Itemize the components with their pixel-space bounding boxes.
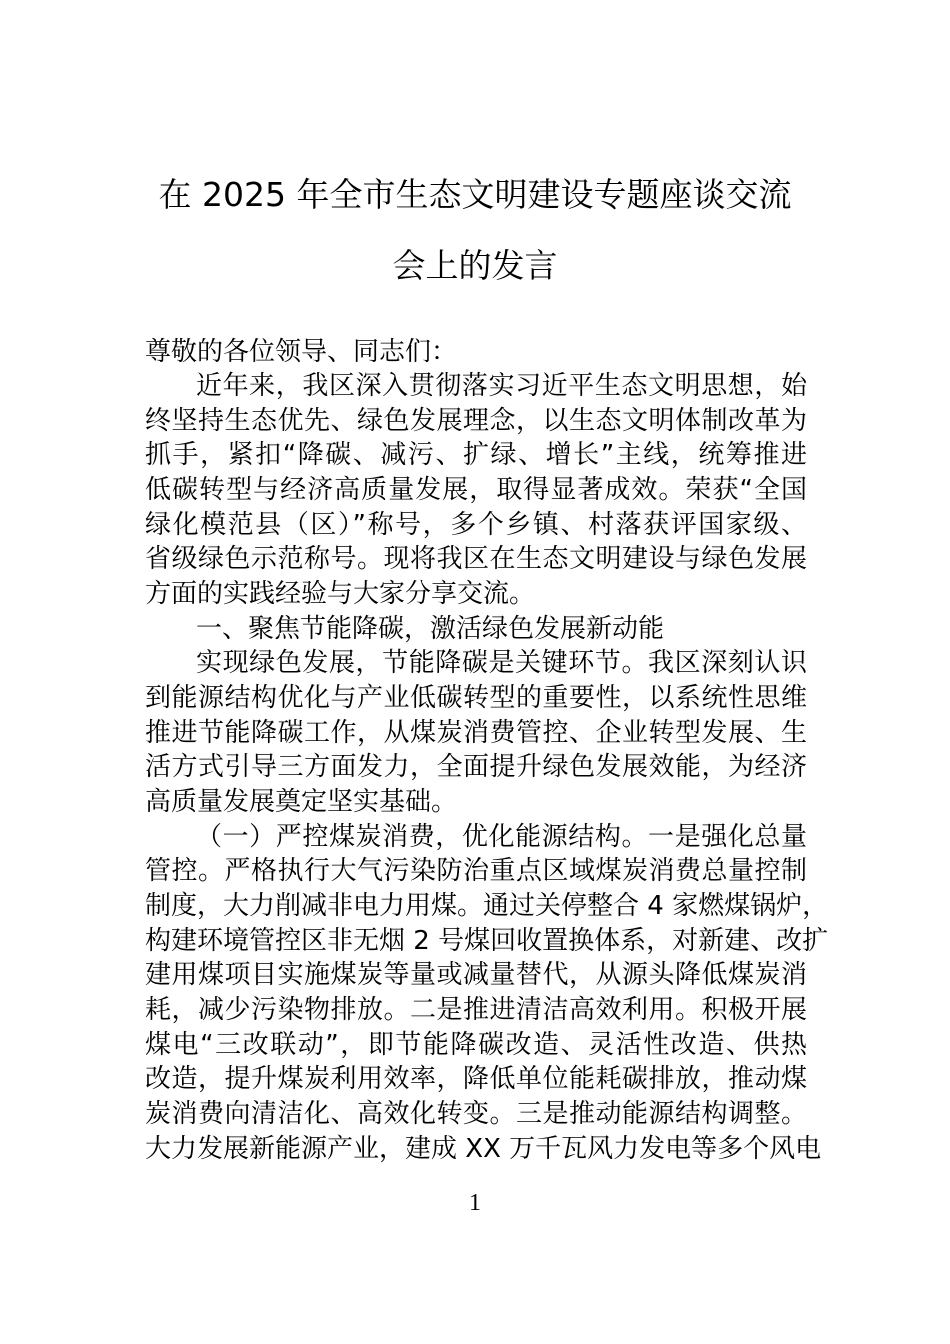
salutation: 尊敬的各位领导、同志们： bbox=[145, 337, 458, 367]
paragraph-line: 耗，减少污染物排放。二是推进清洁高效利用。积极开展 bbox=[145, 995, 807, 1025]
document-title-line-1: 在 2025 年全市生态文明建设专题座谈交流 bbox=[158, 175, 792, 214]
paragraph-line: 改造，提升煤炭利用效率，降低单位能耗碳排放，推动煤 bbox=[145, 1064, 807, 1094]
paragraph-line: 低碳转型与经济高质量发展，取得显著成效。荣获“全国 bbox=[145, 475, 807, 505]
page-number: 1 bbox=[469, 1190, 481, 1216]
document-title-line-2: 会上的发言 bbox=[392, 246, 558, 285]
paragraph-line: 构建环境管控区非无烟 2 号煤回收置换体系，对新建、改扩 bbox=[145, 926, 829, 956]
paragraph-line: （一）严控煤炭消费，优化能源结构。一是强化总量 bbox=[196, 822, 807, 852]
paragraph-line: 煤电“三改联动”，即节能降碳改造、灵活性改造、供热 bbox=[145, 1030, 807, 1060]
paragraph-line: 方面的实践经验与大家分享交流。 bbox=[145, 579, 536, 609]
paragraph-line: 推进节能降碳工作，从煤炭消费管控、企业转型发展、生 bbox=[145, 718, 807, 748]
paragraph-line: 到能源结构优化与产业低碳转型的重要性，以系统性思维 bbox=[145, 683, 807, 713]
paragraph-line: 终坚持生态优先、绿色发展理念，以生态文明体制改革为 bbox=[145, 406, 807, 436]
paragraph-line: 管控。严格执行大气污染防治重点区域煤炭消费总量控制 bbox=[145, 856, 807, 886]
paragraph-line: 抓手，紧扣“降碳、减污、扩绿、增长”主线，统筹推进 bbox=[145, 440, 807, 470]
paragraph-line: 绿化模范县（区）”称号，多个乡镇、村落获评国家级、 bbox=[145, 510, 807, 540]
paragraph-line: 高质量发展奠定坚实基础。 bbox=[145, 787, 458, 817]
paragraph-line: 建用煤项目实施煤炭等量或减量替代，从源头降低煤炭消 bbox=[145, 960, 807, 990]
paragraph-line: 制度，大力削减非电力用煤。通过关停整合 4 家燃煤锅炉， bbox=[145, 891, 829, 921]
section-heading: 一、聚焦节能降碳，激活绿色发展新动能 bbox=[196, 614, 665, 644]
paragraph-line: 大力发展新能源产业，建成 XX 万千瓦风力发电等多个风电 bbox=[145, 1134, 822, 1164]
paragraph-line: 近年来，我区深入贯彻落实习近平生态文明思想，始 bbox=[196, 371, 807, 401]
paragraph-line: 活方式引导三方面发力，全面提升绿色发展效能，为经济 bbox=[145, 752, 807, 782]
paragraph-line: 实现绿色发展，节能降碳是关键环节。我区深刻认识 bbox=[196, 648, 807, 678]
paragraph-line: 省级绿色示范称号。现将我区在生态文明建设与绿色发展 bbox=[145, 544, 807, 574]
paragraph-line: 炭消费向清洁化、高效化转变。三是推动能源结构调整。 bbox=[145, 1099, 807, 1129]
